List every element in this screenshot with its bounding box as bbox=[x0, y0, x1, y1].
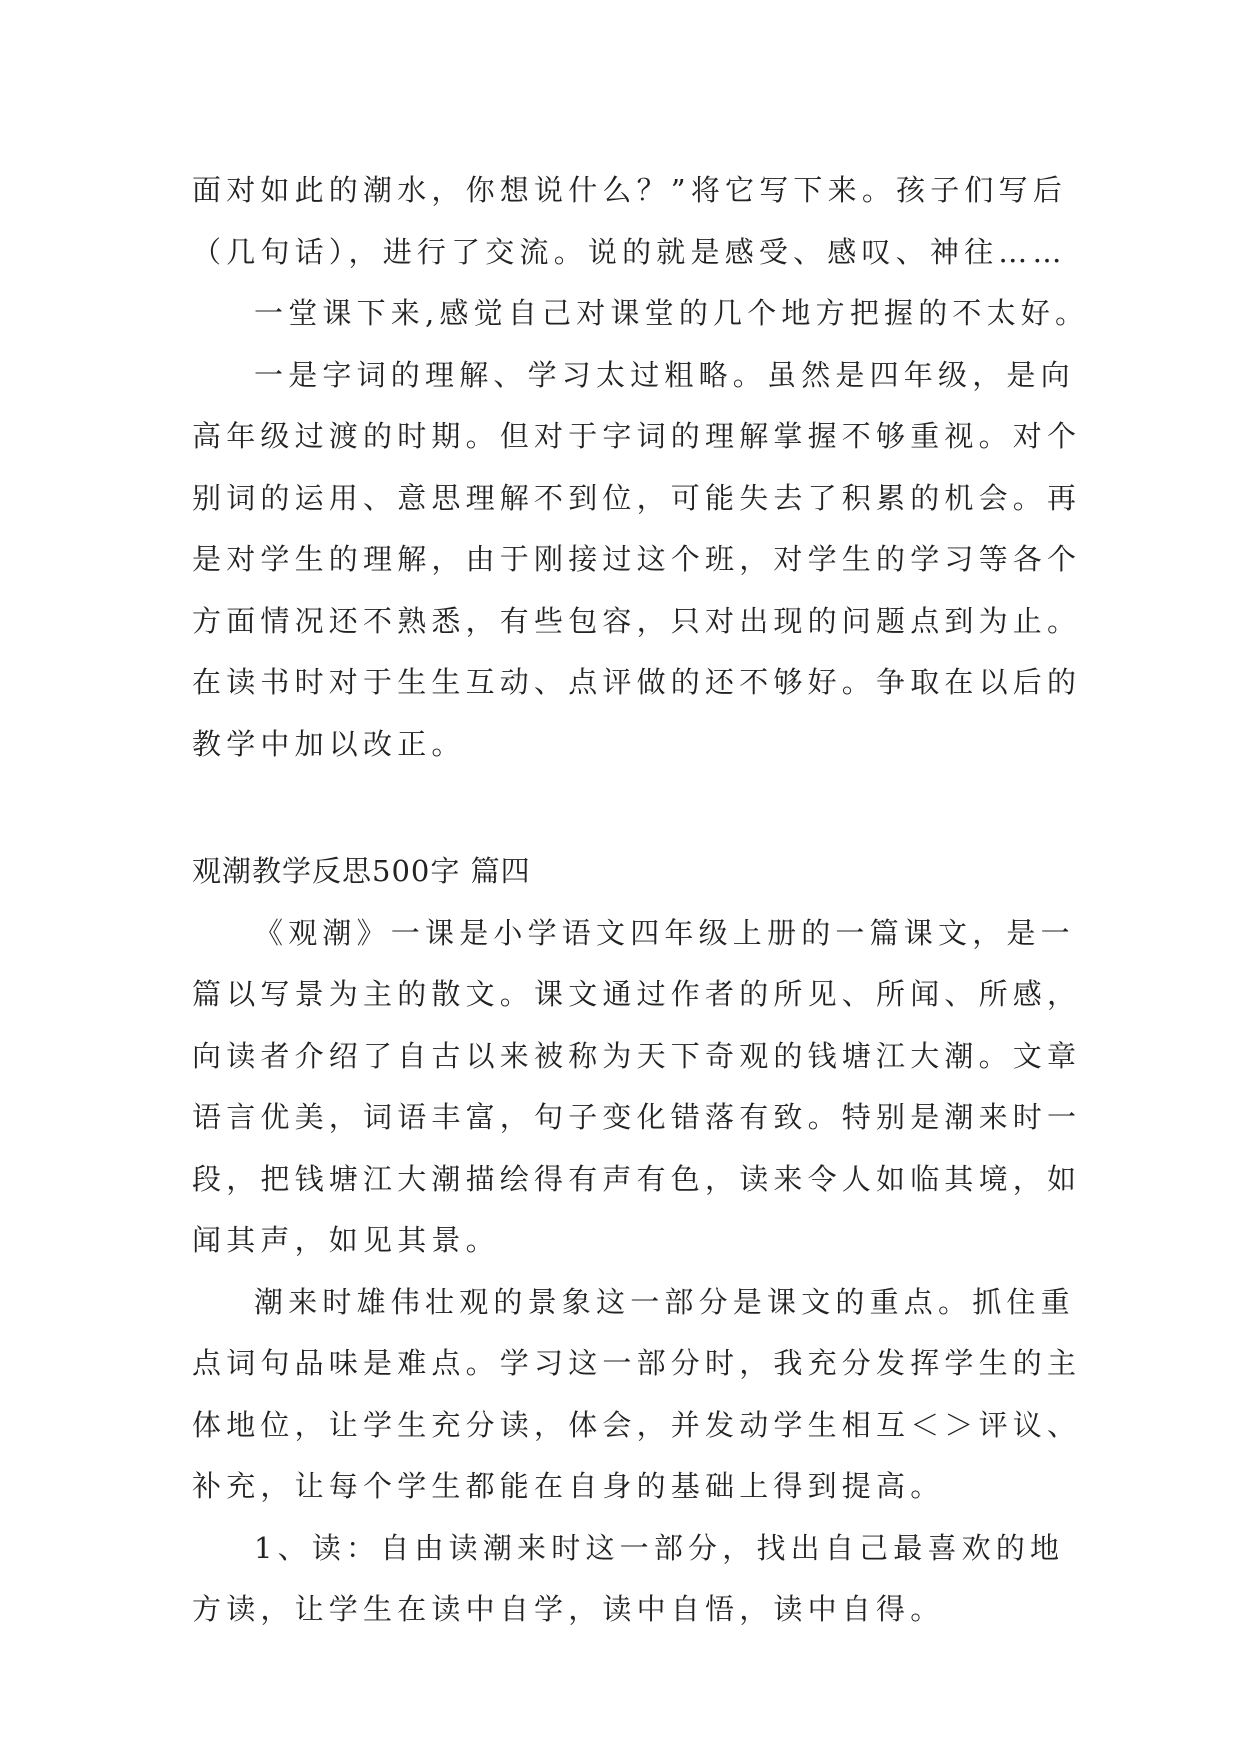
text-line: 闻其声，如见其景。 bbox=[192, 1223, 500, 1257]
document-page bbox=[192, 160, 1090, 1641]
text-line: 教学中加以改正。 bbox=[192, 726, 466, 761]
section-body bbox=[192, 903, 1082, 1641]
text-line: 篇以写景为主的散文。课文通过作者的所见、所闻、所感， bbox=[192, 977, 1082, 1011]
text-line: 别词的运用、意思理解不到位，可能失去了积累的机会。再 bbox=[192, 480, 1082, 515]
text-line: 体地位，让学生充分读，体会，并发动学生相互＜＞评议、 bbox=[192, 1407, 1082, 1442]
section-gap bbox=[192, 775, 1072, 841]
text-line: 语言优美，词语丰富，句子变化错落有致。特别是潮来时一 bbox=[192, 1100, 1082, 1134]
text-line: 段，把钱塘江大潮描绘得有声有色，读来令人如临其境，如 bbox=[192, 1161, 1082, 1196]
section-heading: 观潮教学反思500字 篇四 bbox=[192, 854, 531, 888]
text-line: 《观潮》一课是小学语文四年级上册的一篇课文，是一 bbox=[254, 915, 1075, 950]
text-line: 一堂课下来,感觉自己对课堂的几个地方把握的不太好。 bbox=[254, 296, 1090, 330]
text-line: 方面情况还不熟悉，有些包容，只对出现的问题点到为止。 bbox=[192, 603, 1082, 638]
text-line: 补充，让每个学生都能在自身的基础上得到提高。 bbox=[192, 1469, 945, 1503]
text-line: 面对如此的潮水，你想说什么？”将它写下来。孩子们写后 bbox=[192, 173, 1068, 207]
text-line: 点词句品味是难点。学习这一部分时，我充分发挥学生的主 bbox=[192, 1346, 1082, 1380]
text-line: 是对学生的理解，由于刚接过这个班，对学生的学习等各个 bbox=[192, 542, 1082, 576]
text-line: 潮来时雄伟壮观的景象这一部分是课文的重点。抓住重 bbox=[254, 1284, 1075, 1319]
text-line: 高年级过渡的时期。但对于字词的理解掌握不够重视。对个 bbox=[192, 419, 1082, 453]
section-top bbox=[192, 160, 1090, 775]
text-line: （几句话），进行了交流。说的就是感受、感叹、神往…… bbox=[192, 234, 1067, 269]
text-line: 向读者介绍了自古以来被称为天下奇观的钱塘江大潮。文章 bbox=[192, 1038, 1082, 1073]
text-line: 在读书时对于生生互动、点评做的还不够好。争取在以后的 bbox=[192, 665, 1082, 699]
text-line: 一是字词的理解、学习太过粗略。虽然是四年级，是向 bbox=[254, 357, 1075, 392]
text-line: 1、读：自由读潮来时这一部分，找出自己最喜欢的地 bbox=[254, 1530, 1065, 1565]
text-line: 方读，让学生在读中自学，读中自悟，读中自得。 bbox=[192, 1592, 945, 1626]
